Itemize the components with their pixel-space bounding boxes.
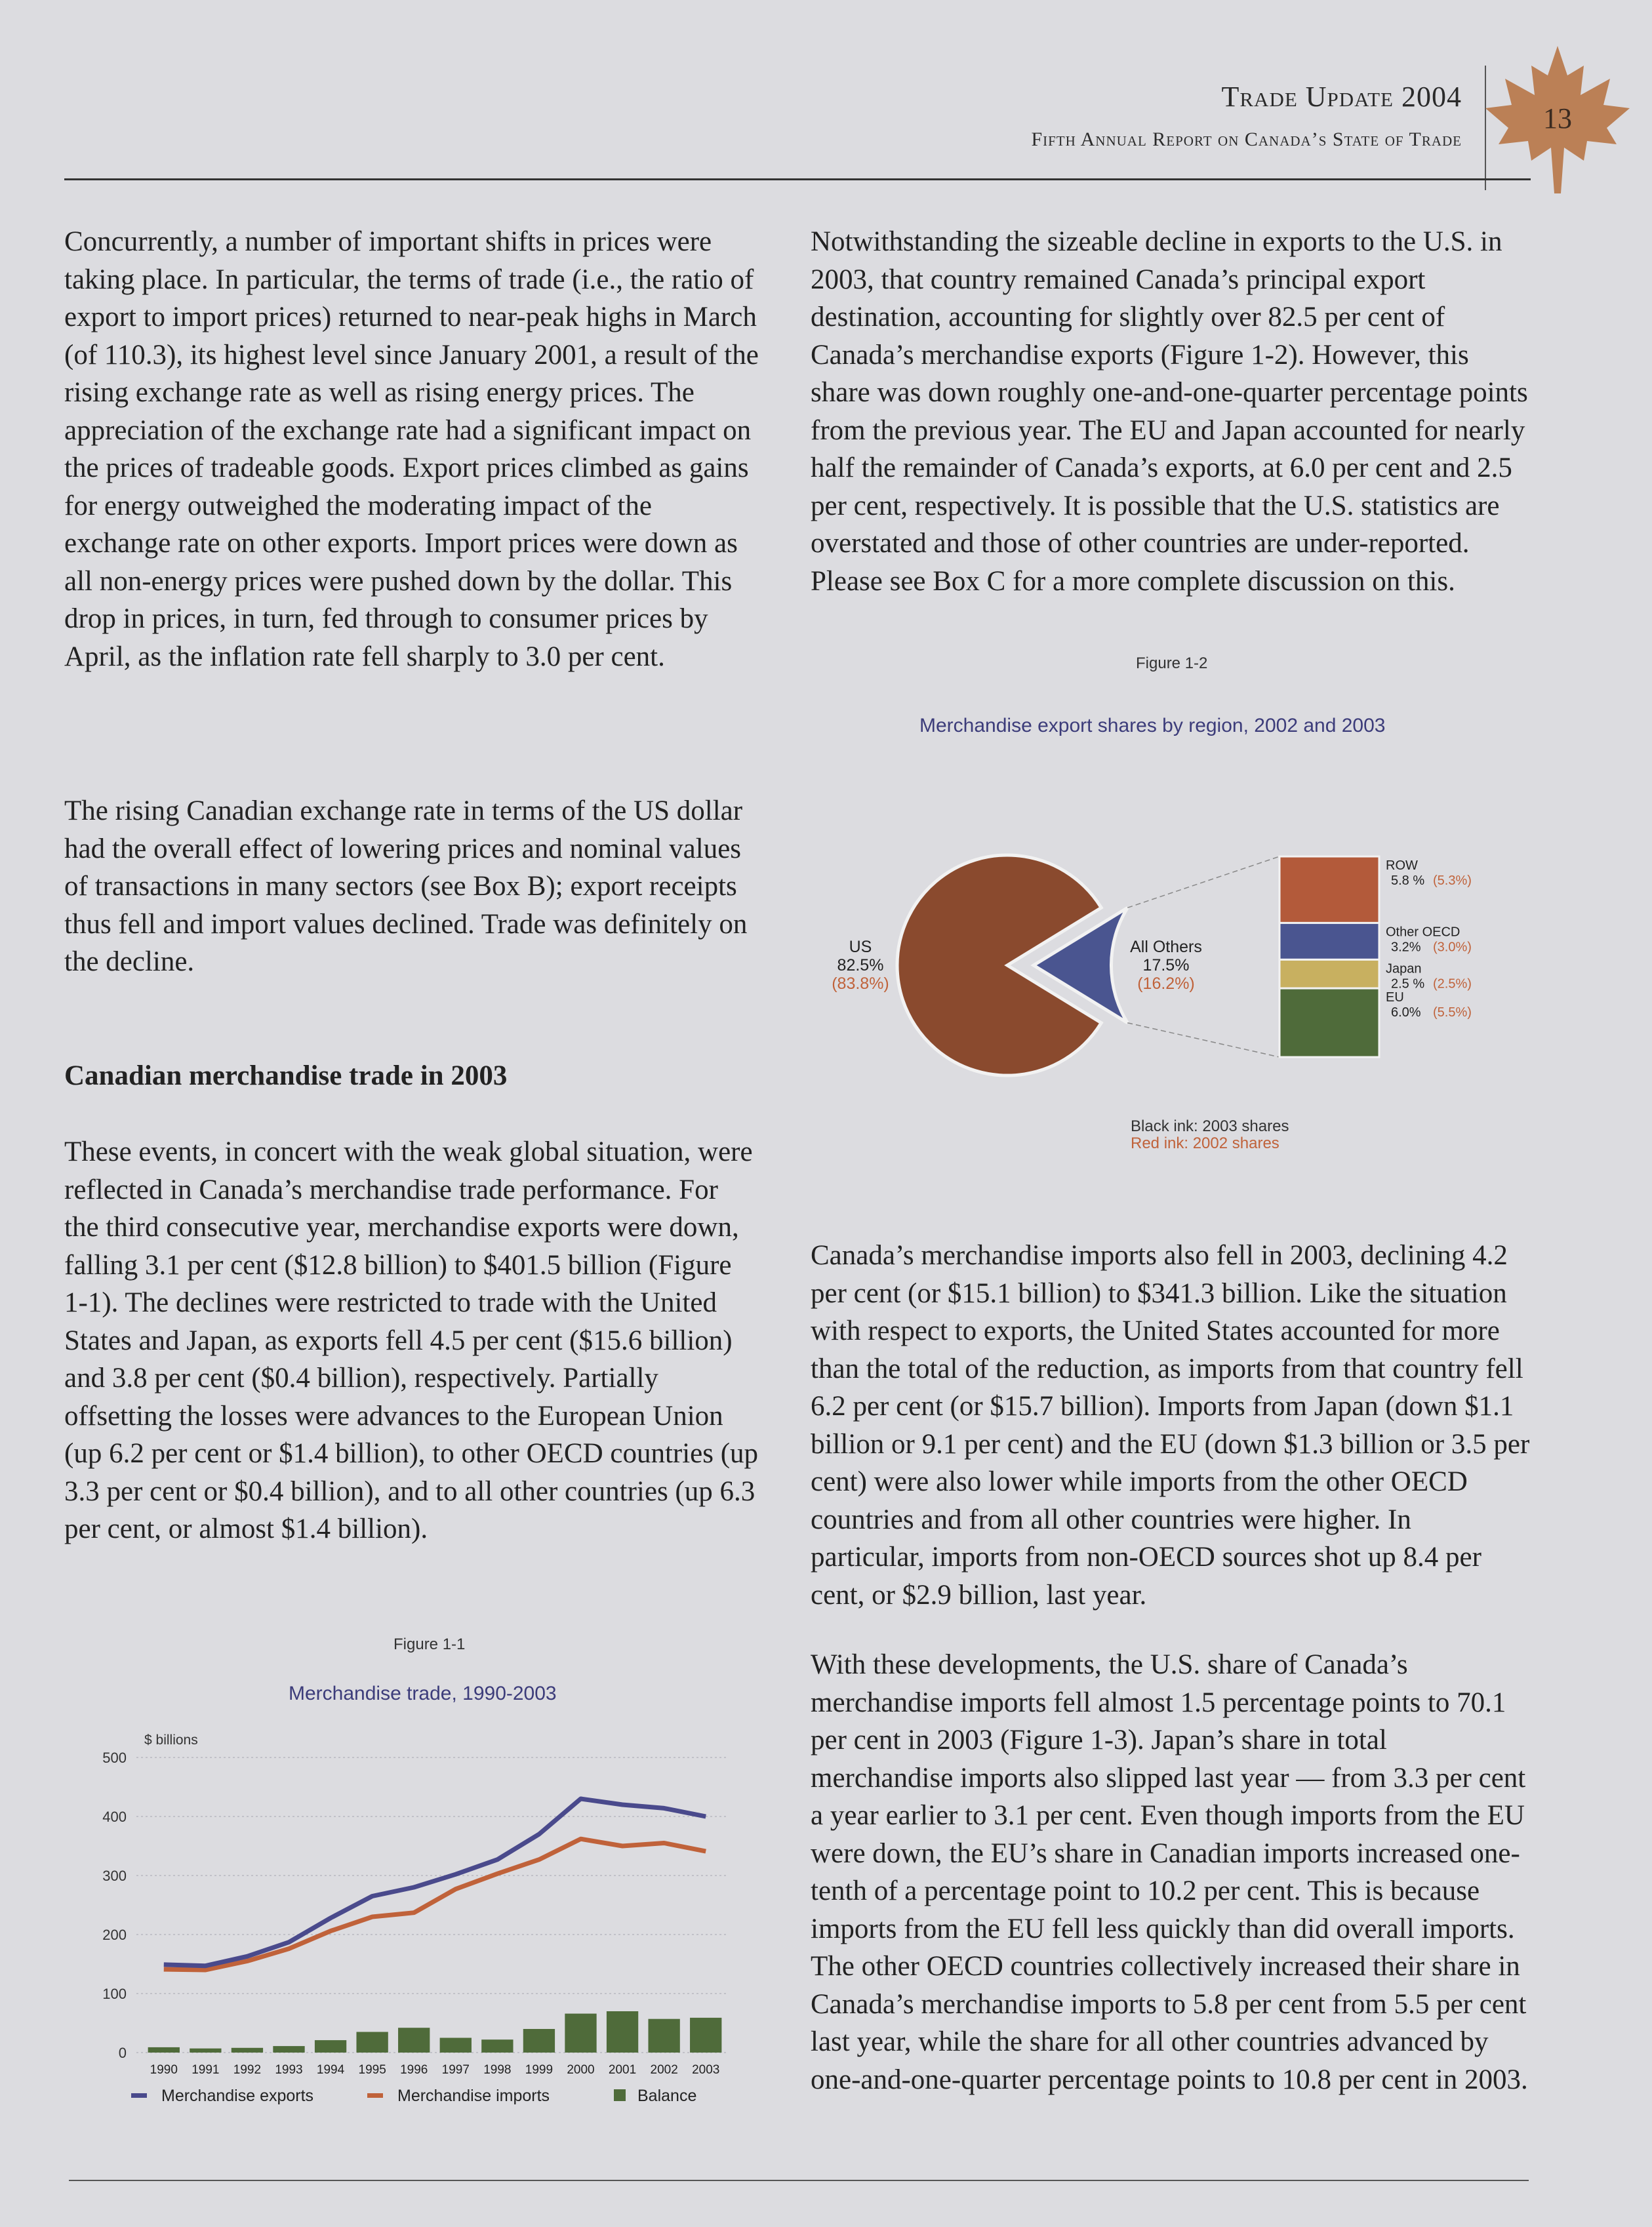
x-tick-label: 1990	[150, 2063, 178, 2077]
page-number: 13	[1543, 102, 1572, 134]
figure-title: Merchandise trade, 1990-2003	[289, 1683, 557, 1704]
y-tick-label: 400	[102, 1809, 127, 1825]
balance-bar	[690, 2018, 721, 2053]
section-heading: Canadian merchandise trade in 2003	[64, 1060, 508, 1091]
legend-swatch	[131, 2093, 147, 2098]
x-tick-label: 1993	[275, 2063, 303, 2077]
connector-line	[1127, 1023, 1279, 1057]
line-chart	[64, 1725, 759, 2118]
x-tick-label: 1994	[316, 2063, 345, 2077]
legend-label: Merchandise exports	[161, 2087, 314, 2105]
figure-label: Figure 1-1	[393, 1635, 466, 1653]
paragraph: The rising Canadian exchange rate in terms of the US dollar had the overall effect of lowering prices and nominal values of transactions in many sectors (see Box B); export receipts thus fell and import values declined. Trade was definitely on the decline.	[64, 795, 748, 977]
breakdown-value-2003: 5.8 %	[1391, 873, 1425, 888]
balance-bar	[356, 2032, 388, 2053]
x-tick-label: 1996	[400, 2063, 428, 2077]
balance-bar	[190, 2049, 221, 2053]
breakdown-value-2003: 6.0%	[1391, 1005, 1421, 1020]
maple-leaf-icon	[1476, 39, 1640, 203]
balance-bar	[607, 2011, 638, 2053]
balance-bar	[232, 2048, 263, 2053]
y-axis-label: $ billions	[144, 1733, 198, 1748]
slice-label: US	[849, 938, 872, 956]
breakdown-value-2002: (2.5%)	[1433, 976, 1472, 992]
paragraph: With these developments, the U.S. share of Canada’s merchandise imports fell almost 1.5 percentage points to 70.1 per cent in 2003 (Figure 1-3). Japan’s share in total merchandise imports also slipped last year — from 3.3 per cent a year earlier to 3.1 per cent. Even though imports from the EU were down, the EU’s share in Canadian imports increased one-tenth of a percentage point to 10.2 per cent. This is because imports from the EU fell less quickly than did overall imports. The other OECD countries collectively increased their share in Canada’s merchandise imports to 5.8 per cent from 5.5 per cent last year, while the share for all other countries advanced by one-and-one-quarter percentage points to 10.8 per cent in 2003.	[811, 1649, 1528, 2095]
breakdown-label: ROW	[1386, 858, 1418, 873]
merchandise-exports-line	[164, 1799, 706, 1966]
y-tick-label: 500	[102, 1750, 127, 1766]
x-tick-label: 1992	[233, 2063, 262, 2077]
paragraph: These events, in concert with the weak global situation, were reflected in Canada’s merchandise trade performance. For the third consecutive year, merchandise exports were down, falling 3.1 per cent ($12.8 billion) to $401.5 billion (Figure 1-1). The declines were restricted to trade with the United States and Japan, as exports fell 4.5 per cent ($15.6 billion) and 3.8 per cent ($0.4 billion), respectively. Partially offsetting the losses were advances to the European Union (up 6.2 per cent or $1.4 billion), to other OECD countries (up 3.3 per cent or $0.4 billion), and to all other countries (up 6.3 per cent, or almost $1.4 billion).	[64, 1136, 759, 1544]
figure-label: Figure 1-2	[1136, 654, 1208, 672]
y-tick-label: 100	[102, 1986, 127, 2002]
x-tick-label: 1998	[483, 2063, 512, 2077]
breakdown-value-2003: 2.5 %	[1391, 976, 1425, 992]
slice-value-2003: 82.5%	[837, 956, 884, 974]
balance-bar	[565, 2014, 596, 2053]
x-tick-label: 2001	[608, 2063, 637, 2077]
breakdown-segment	[1279, 923, 1379, 959]
breakdown-segment	[1279, 988, 1379, 1057]
y-tick-label: 0	[118, 2045, 127, 2061]
balance-bar	[273, 2046, 304, 2053]
report-subtitle: Fifth Annual Report on Canada’s State of Trade	[1031, 129, 1462, 150]
paragraph: Concurrently, a number of important shifts in prices were taking place. In particular, the terms of trade (i.e., the ratio of export to import prices) returned to near-peak highs in March (of 110.3), its highest level since January 2001, a result of the rising exchange rate as well as rising energy prices. The appreciation of the exchange rate had a significant impact on the prices of tradeable goods. Export prices climbed as gains for energy outweighed the moderating impact of the exchange rate on other exports. Import prices were down as all non-energy prices were pushed down by the dollar. This drop in prices, in turn, fed through to consumer prices by April, as the inflation rate fell sharply to 3.0 per cent.	[64, 226, 759, 672]
breakdown-segment	[1279, 959, 1379, 988]
legend-label: Merchandise imports	[397, 2087, 550, 2105]
paragraph: Canada’s merchandise imports also fell in 2003, declining 4.2 per cent (or $15.1 billion) to $341.3 billion. Like the situation with respect to exports, the United States accounted for more than the total of the reduction, as imports from that country fell 6.2 per cent (or $15.7 billion). Imports from Japan (down $1.1 billion or 9.1 per cent) and the EU (down $1.3 billion or 3.5 per cent) were also lower while imports from the other OECD countries and from all other countries were higher. In particular, imports from non-OECD sources shot up 8.4 per cent, or $2.9 billion, last year.	[811, 1240, 1530, 1611]
figure-title: Merchandise export shares by region, 2002 and 2003	[919, 715, 1386, 736]
breakdown-label: Japan	[1386, 961, 1422, 976]
connector-line	[1127, 856, 1279, 908]
legend-note-2002: Red ink: 2002 shares	[1131, 1134, 1279, 1152]
breakdown-value-2002: (3.0%)	[1433, 940, 1472, 955]
breakdown-label: Other OECD	[1386, 925, 1461, 940]
balance-bar	[523, 2029, 555, 2053]
slice-value-2002: (83.8%)	[832, 974, 889, 993]
legend-swatch	[367, 2093, 383, 2098]
x-tick-label: 1997	[441, 2063, 470, 2077]
balance-bar	[148, 2047, 180, 2053]
merchandise-imports-line	[164, 1839, 706, 1970]
legend-note-2003: Black ink: 2003 shares	[1131, 1117, 1289, 1135]
x-tick-label: 2000	[567, 2063, 595, 2077]
paragraph: Notwithstanding the sizeable decline in exports to the U.S. in 2003, that country remained Canada’s principal export destination, accounting for slightly over 82.5 per cent of Canada’s merchandise exports (Figure 1-2). However, this share was down roughly one-and-one-quarter percentage points from the previous year. The EU and Japan accounted for nearly half the remainder of Canada’s exports, at 6.0 per cent and 2.5 per cent, respectively. It is possible that the U.S. statistics are overstated and those of other countries are under-reported. Please see Box C for a more complete discussion on this.	[811, 226, 1528, 597]
footer-rule	[69, 2180, 1529, 2181]
balance-bar	[648, 2019, 679, 2053]
x-tick-label: 1999	[525, 2063, 554, 2077]
breakdown-value-2003: 3.2%	[1391, 940, 1421, 955]
y-tick-label: 300	[102, 1868, 127, 1884]
y-tick-label: 200	[102, 1927, 127, 1943]
x-tick-label: 2002	[650, 2063, 678, 2077]
breakdown-value-2002: (5.5%)	[1433, 1005, 1472, 1020]
legend-label: Balance	[637, 2087, 697, 2105]
breakdown-label: EU	[1386, 990, 1404, 1005]
balance-bar	[481, 2039, 513, 2053]
report-title: Trade Update 2004	[1221, 81, 1462, 113]
balance-bar	[398, 2028, 430, 2053]
slice-value-2003: 17.5%	[1142, 956, 1190, 974]
breakdown-value-2002: (5.3%)	[1433, 873, 1472, 888]
pie-chart	[811, 826, 1532, 1167]
balance-bar	[440, 2038, 472, 2053]
x-tick-label: 1991	[191, 2063, 220, 2077]
slice-label: All Others	[1130, 938, 1202, 956]
breakdown-segment	[1279, 856, 1379, 923]
x-tick-label: 1995	[358, 2063, 386, 2077]
legend-swatch	[614, 2089, 626, 2101]
slice-value-2002: (16.2%)	[1137, 974, 1195, 993]
balance-bar	[315, 2040, 346, 2053]
header-rule	[64, 178, 1531, 180]
x-tick-label: 2003	[692, 2063, 720, 2077]
